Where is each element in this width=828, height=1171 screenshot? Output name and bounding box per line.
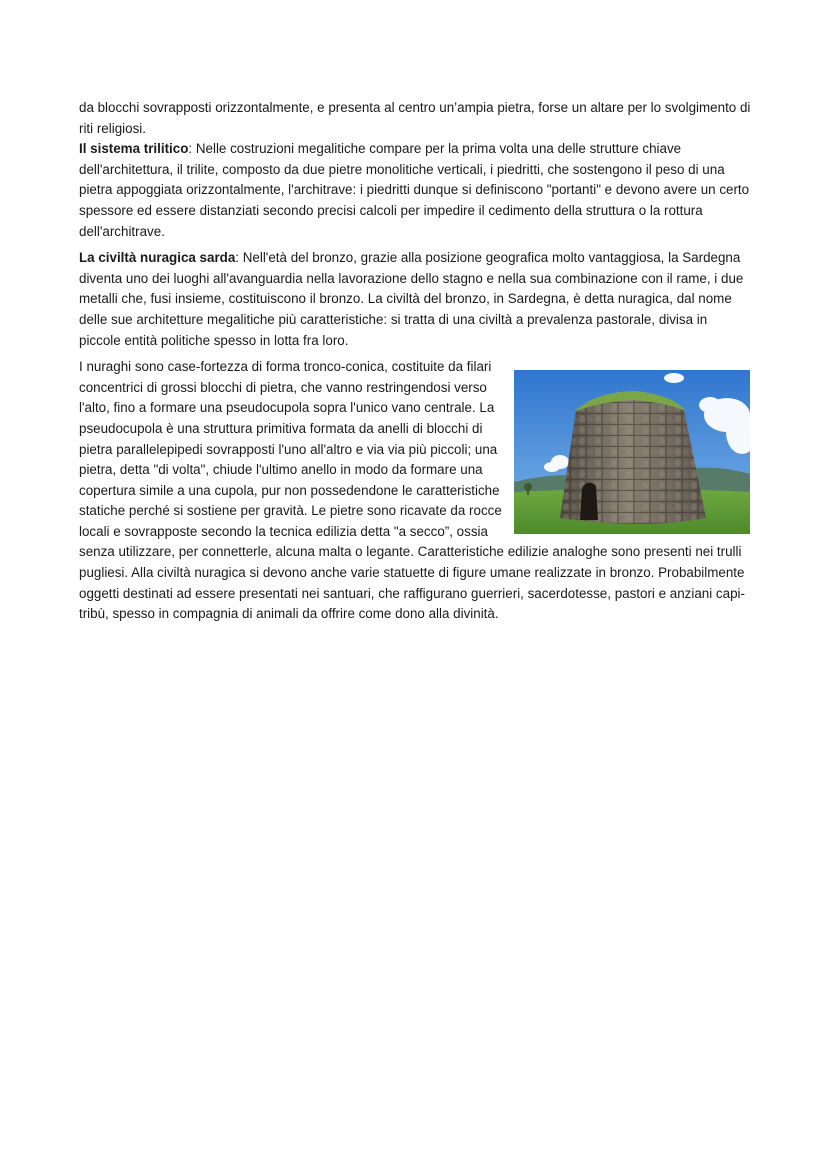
paragraph-megalith-continuation: da blocchi sovrapposti orizzontalmente, e presenta al centro un’ampia pietra, forse un altare per lo svolgimento di riti religiosi. [79,100,751,136]
document-page [79,98,751,625]
nuraghi-section [79,357,751,625]
paragraph-nuraghi: I nuraghi sono case-fortezza di forma tronco-conica, costituite da filari concentrici di grossi blocchi di pietra, che vanno restringendosi verso l'alto, fino a formare una pseudocupola sopra l'unico vano centrale. La pseudocupola è una struttura primitiva formata da anelli di blocchi di pietra parallelepipedi sovrapposti l'uno all'altro e via via più piccoli; una pietra, detta "di volta", chiude l'ultimo anello in modo da formare una copertura simile a una cupola, pur non possedendone le caratteristiche statiche perché si sostiene per gravità. Le pietre sono ricavate da rocce locali e sovrapposte secondo la tecnica edilizia detta "a secco”, ossia senza utilizzare, per connetterle, alcuna malta o legante. Caratteristiche edilizie analoghe sono presenti nei trulli pugliesi. Alla civiltà nuragica si devono anche varie statuette di figure umane realizzate in bronzo. Probabilmente oggetti destinati ad essere presentati nei santuari, che raffigurano guerrieri, sacerdotesse, pastori e anziani capi-tribù, spesso in compagnia di animali da offrire come dono alla divinità. [79,359,745,622]
paragraph-nuragic-civilization [79,248,751,351]
text-trilithic-system: : Nelle costruzioni megalitiche compare per la prima volta una delle strutture chiave dell'architettura, il trilite, composto da due pietre monolitiche verticali, i piedritti, che sostengono il peso di una pietra appoggiata orizzontalmente, l'architrave: i piedritti dunque si definiscono "portanti" e devono avere un certo spessore ed essere distanziati secondo precisi calcoli per impedire il cedimento della struttura o la rottura dell'architrave. [79,141,750,239]
text-nuragic-civilization: : Nell'età del bronzo, grazie alla posizione geografica molto vantaggiosa, la Sardegna diventa uno dei luoghi all'avanguardia nella lavorazione dello stagno e nella sua combinazione con il rame, i due metalli che, fusi insieme, costituiscono il bronzo. La civiltà del bronzo, in Sardegna, è detta nuragica, dal nome delle sue architetture megalitiche più caratteristiche: si tratta di una civiltà a prevalenza pastorale, divisa in piccole entità politiche spesso in lotta fra loro. [79,250,744,348]
heading-trilithic-system: Il sistema trilitico [79,141,189,157]
nuraghe-photo [514,370,750,534]
paragraph-trilithic-system [79,139,751,242]
heading-nuragic-civilization: La civiltà nuragica sarda [79,250,236,266]
